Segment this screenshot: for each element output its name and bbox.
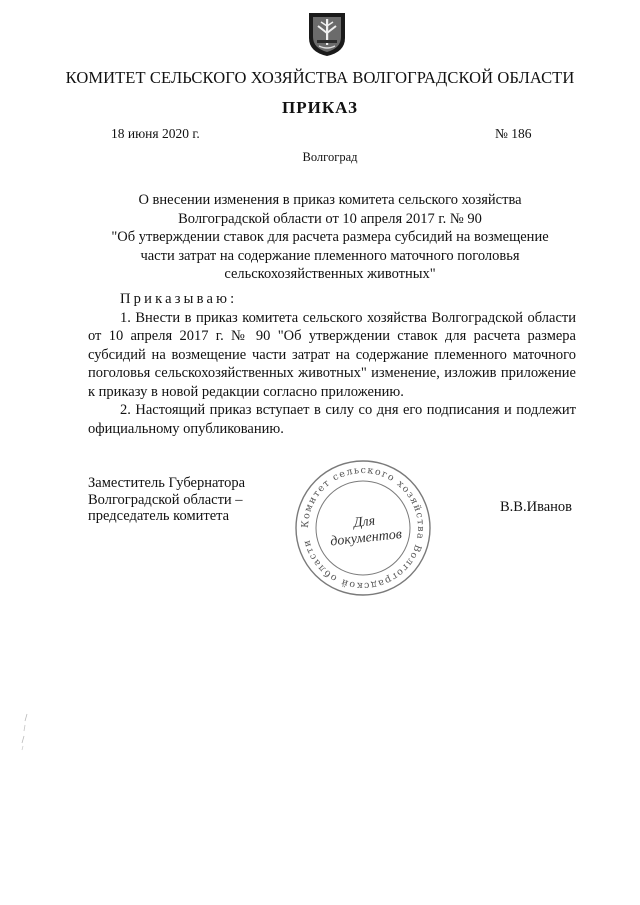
signatory-title-line: Волгоградской области – (88, 491, 243, 508)
subject-line: О внесении изменения в приказ комитета сельского хозяйства (138, 192, 522, 208)
signatory-name: В.В.Иванов (500, 499, 573, 515)
signatory-title-line: председатель комитета (88, 508, 230, 524)
volgograd-coat-of-arms-icon (305, 10, 349, 58)
document-subject (95, 191, 565, 284)
stamp-ring-text: Комитет сельского хозяйства Волгоградской области (299, 464, 427, 592)
document-city: Волгоград (302, 150, 358, 164)
document-body (88, 290, 576, 438)
subject-line: сельскохозяйственных животных" (224, 266, 436, 282)
subject-line: Волгоградской области от 10 апреля 2017 г. № 90 (178, 210, 482, 227)
document-type: ПРИКАЗ (282, 98, 358, 117)
body-paragraph: 2. Настоящий приказ вступает в силу со дня его подписания и подлежит официальному опубликованию. (88, 402, 576, 437)
subject-line: "Об утверждении ставок для расчета размера субсидий на возмещение (111, 229, 549, 245)
signatory-title-line: Заместитель Губернатора (88, 475, 246, 491)
scan-marks (18, 712, 32, 752)
orders-heading: Приказываю: (120, 291, 238, 307)
signatory-title (88, 475, 245, 525)
stamp-center-line: Для (352, 513, 376, 531)
body-paragraph: 1. Внести в приказ комитета сельского хозяйства Волгоградской области от 10 апреля 2017 г. № 90 "Об утверждении ставок для расчета размера субсидий на возмещение части затрат на содержание племенного маточного поголовья сельскохозяйственных животных" изменение, изложив приложение к приказу в новой редакции согласно приложению. (88, 309, 576, 400)
document-number: № 186 (495, 126, 532, 141)
stamp-center-line: документов (329, 527, 403, 550)
organization-title: КОМИТЕТ СЕЛЬСКОГО ХОЗЯЙСТВА ВОЛГОГРАДСКОЙ ОБЛАСТИ (65, 68, 575, 87)
document-date: 18 июня 2020 г. (111, 126, 200, 141)
official-stamp (293, 458, 433, 598)
subject-line: части затрат на содержание племенного маточного поголовья (140, 247, 520, 264)
